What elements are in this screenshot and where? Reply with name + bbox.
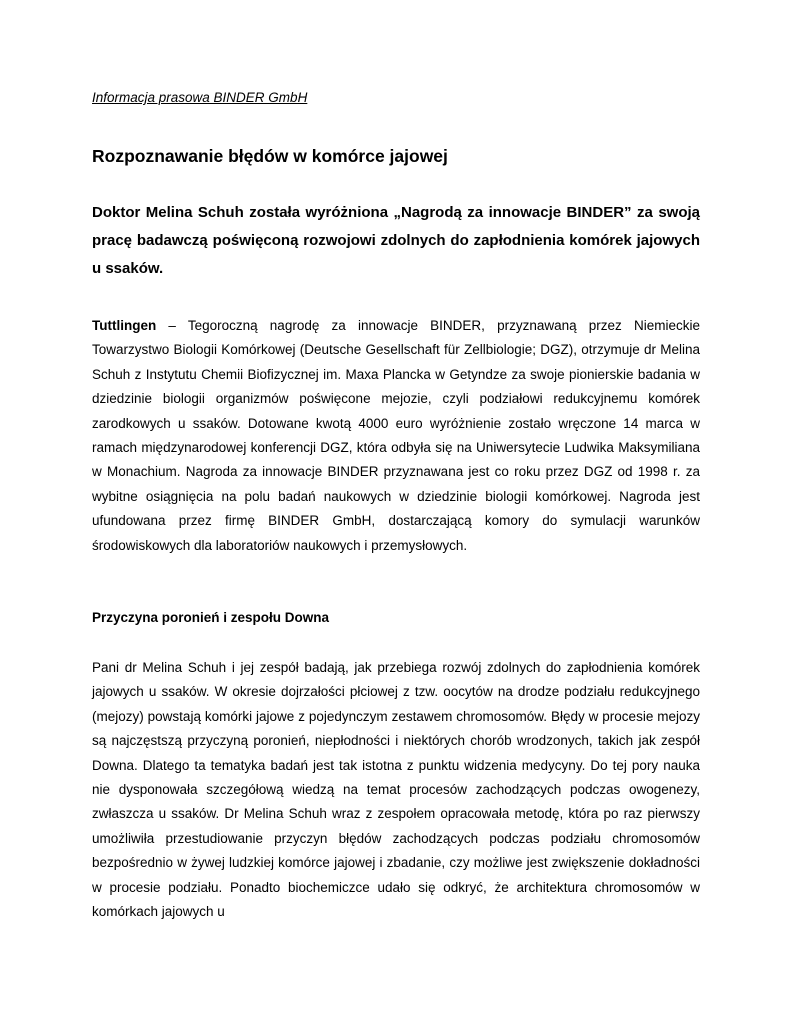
press-release-label: Informacja prasowa BINDER GmbH	[92, 90, 308, 105]
lead-paragraph: Doktor Melina Schuh została wyróżniona „Nagrodą za innowacje BINDER” za swoją pracę badawczą poświęconą rozwojowi zdolnych do zapłodnienia komórek jajowych u ssaków.	[92, 204, 700, 277]
section-subheading: Przyczyna poronień i zespołu Downa	[92, 610, 330, 625]
body-paragraph-1-text: – Tegoroczną nagrodę za innowacje BINDER, przyznawaną przez Niemieckie Towarzystwo Biologii Komórkowej (Deutsche Gesellschaft für Zellbiologie; DGZ), otrzymuje dr Melina Schuh z Instytutu Chemii Biofizycznej im. Maxa Plancka w Getyndze za swoje pionierskie badania w dziedzinie biologii organizmów poświęcone mejozie, czyli podziałowi redukcyjnemu komórek zarodkowych u ssaków. Dotowane kwotą 4000 euro wyróżnienie zostało wręczone 14 marca w ramach międzynarodowej konferencji DGZ, która odbyła się na Uniwersytecie Ludwika Maksymiliana w Monachium. Nagroda za innowacje BINDER przyznawana jest co roku przez DGZ od 1998 r. za wybitne osiągnięcia na polu badań naukowych w dziedzinie biologii komórkowej. Nagroda jest ufundowana przez firmę BINDER GmbH, dostarczającą komory do symulacji warunków środowiskowych dla laboratoriów naukowych i przemysłowych.	[92, 318, 700, 553]
body-paragraph-1	[92, 314, 700, 558]
document-title: Rozpoznawanie błędów w komórce jajowej	[92, 146, 448, 166]
body-paragraph-2: Pani dr Melina Schuh i jej zespół badają, jak przebiega rozwój zdolnych do zapłodnienia komórek jajowych u ssaków. W okresie dojrzałości płciowej z tzw. oocytów na drodze podziału redukcyjnego (mejozy) powstają komórki jajowe z pojedynczym zestawem chromosomów. Błędy w procesie mejozy są najczęstszą przyczyną poronień, niepłodności i niektórych chorób wrodzonych, takich jak zespół Downa. Dlatego ta tematyka badań jest tak istotna z punktu widzenia medycyny. Do tej pory nauka nie dysponowała szczegółową wiedzą na temat procesów zachodzących podczas owogenezy, zwłaszcza u ssaków. Dr Melina Schuh wraz z zespołem opracowała metodę, która po raz pierwszy umożliwiła przestudiowanie przyczyn błędów zachodzących podczas podziału chromosomów bezpośrednio w żywej ludzkiej komórce jajowej i zbadanie, czy możliwe jest zwiększenie dokładności w procesie podziału. Ponadto biochemiczce udało się odkryć, że architektura chromosomów w komórkach jajowych u	[92, 660, 700, 920]
dateline-location: Tuttlingen	[92, 318, 157, 333]
